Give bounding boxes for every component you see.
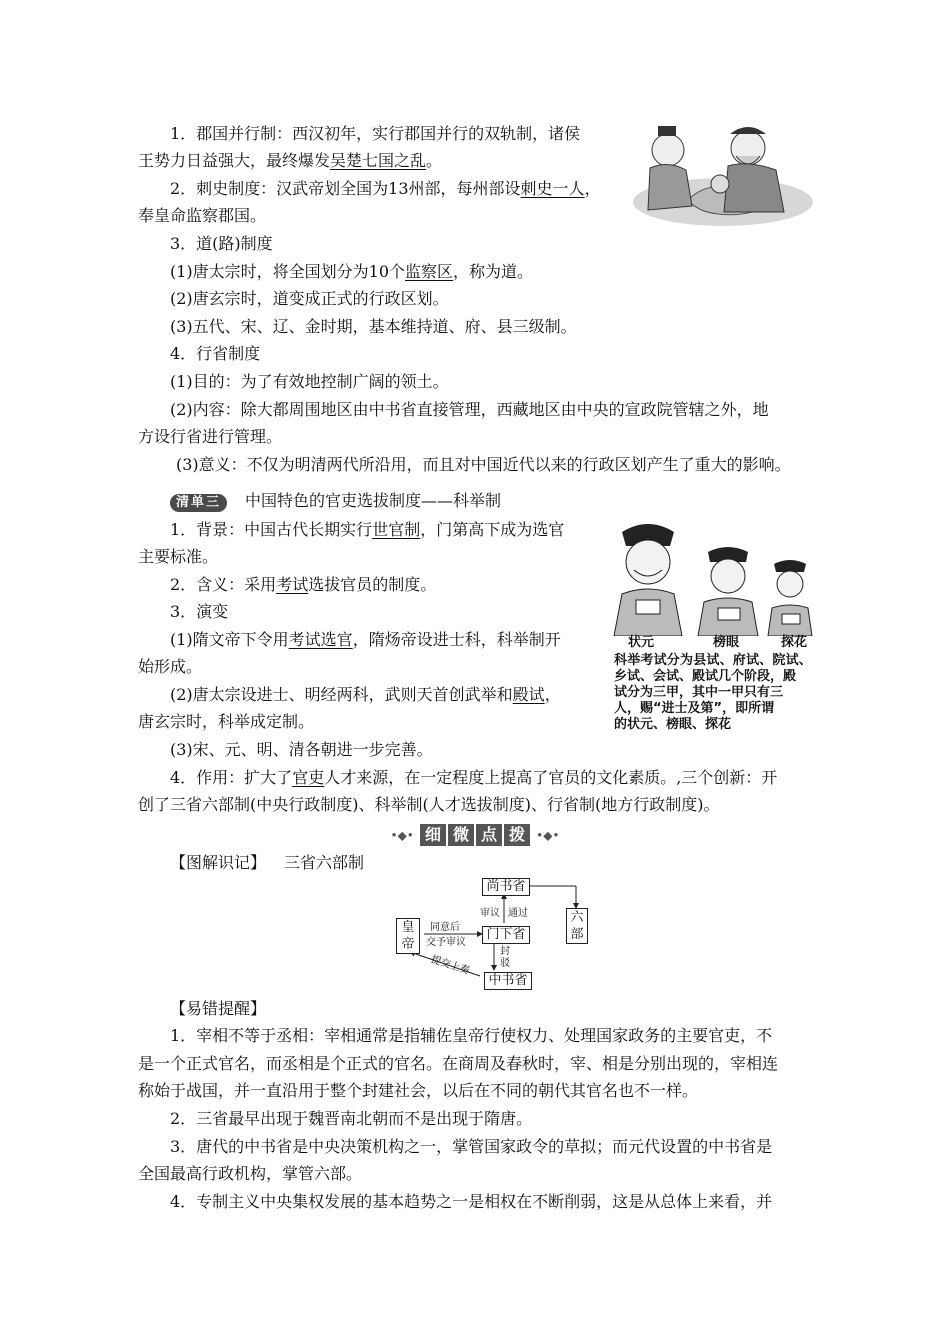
section-heading: 清单三 中国特色的官吏选拔制度——科举制: [170, 490, 501, 512]
paragraph: (3)五代、宋、辽、金时期，基本维持道、府、县三级制。: [170, 317, 577, 336]
illustration-label: 榜眼: [713, 635, 740, 650]
paragraph: 始形成。: [138, 657, 203, 676]
paragraph: 2．三省最早出现于魏晋南北朝而不是出现于隋唐。: [170, 1109, 533, 1128]
illustration-caption: 人，赐“进士及第”，即所谓: [614, 701, 775, 716]
illustration-label: 探花: [781, 635, 808, 650]
paragraph: 4．专制主义中央集权发展的基本趋势之一是相权在不断削弱，这是从总体上来看，并: [170, 1192, 773, 1211]
paragraph: 称始于战国，并一直沿用于整个封建社会，以后在不同的朝代其官名也不一样。: [138, 1081, 699, 1100]
paragraph: 王势力日益强大，最终爆发吴楚七国之乱。: [138, 151, 443, 170]
diagram-heading: 【图解识记】 三省六部制: [170, 853, 365, 872]
keju-illustration: [608, 518, 816, 636]
paragraph: (1)唐太宗时，将全国划分为10个监察区，称为道。: [170, 262, 534, 281]
paragraph: 是一个正式官名，而丞相是个正式的官名。在商周及春秋时，宰、相是分别出现的，宰相连: [138, 1054, 779, 1073]
illustration-caption: 科举考试分为县试、府试、院试、: [614, 653, 813, 668]
diagram-node: 尚书省: [482, 878, 530, 896]
paragraph: 1．背景：中国古代长期实行世官制，门第高下成为选官: [170, 520, 565, 539]
heading: 3．演变: [170, 602, 229, 621]
illustration-label: 状元: [628, 635, 655, 650]
paragraph: 方设行省进行管理。: [138, 427, 283, 446]
paragraph: 奉皇命监察郡国。: [138, 206, 267, 225]
diagram-label: 交予审议: [426, 937, 466, 948]
paragraph: 2．含义：采用考试选拔官员的制度。: [170, 575, 437, 594]
diagram-label: 封驳: [500, 946, 510, 969]
section-badge: 清单三: [170, 494, 227, 512]
paragraph: (2)内容：除大都周围地区由中书省直接管理，西藏地区由中央的宣政院管辖之外，地: [170, 400, 769, 419]
diagram-node: 中书省: [484, 972, 532, 990]
illustration-caption: 乡试、会试、殿试几个阶段，殿: [614, 669, 797, 684]
paragraph: (3)宋、元、明、清各朝进一步完善。: [170, 740, 433, 759]
diagram-node: 六部: [566, 908, 588, 944]
paragraph: 1．宰相不等于丞相：宰相通常是指辅佐皇帝行使权力、处理国家政务的主要官吏，不: [170, 1026, 773, 1045]
warning-heading: 【易错提醒】: [170, 999, 267, 1018]
diagram-label: 提交上奏: [429, 954, 471, 977]
paragraph: 唐玄宗时，科举成定制。: [138, 712, 315, 731]
paragraph: 创了三省六部制(中央行政制度)、科举制(人才选拔制度)、行省制(地方行政制度)。: [138, 795, 720, 814]
paragraph: 1．郡国并行制：西汉初年，实行郡国并行的双轨制，诸侯: [170, 124, 581, 143]
diagram-label: 通过: [508, 908, 528, 919]
diagram-node: 皇帝: [396, 918, 420, 954]
paragraph: (1)隋文帝下令用考试选官，隋炀帝设进士科，科举制开: [170, 630, 561, 649]
paragraph: 全国最高行政机构，掌管六部。: [138, 1164, 363, 1183]
illustration-caption: 的状元、榜眼、探花: [614, 717, 732, 732]
paragraph: 3．唐代的中书省是中央决策机构之一，掌管国家政令的草拟；而元代设置的中书省是: [170, 1137, 773, 1156]
paragraph: (2)唐玄宗时，道变成正式的行政区划。: [170, 289, 449, 308]
diagram-node: 门下省: [482, 926, 530, 944]
heading: 4．行省制度: [170, 344, 261, 363]
paragraph: 主要标准。: [138, 547, 219, 566]
heading: 3．道(路)制度: [170, 234, 273, 253]
diagram-label: 同意后: [430, 922, 460, 933]
paragraph: (3)意义：不仅为明清两代所沿用，而且对中国近代以来的行政区划产生了重大的影响。: [176, 455, 791, 474]
paragraph: (1)目的：为了有效地控制广阔的领土。: [170, 372, 449, 391]
diagram-label: 审议: [480, 908, 500, 919]
paragraph: 2．刺史制度：汉武帝划全国为13州部，每州部设刺史一人，: [170, 179, 601, 198]
paragraph: 4．作用：扩大了官吏人才来源，在一定程度上提高了官员的文化素质。,三个创新：开: [170, 768, 778, 787]
section-banner: •◆• 细 微 点 拨 •◆•: [390, 825, 560, 844]
historical-illustration: [628, 120, 818, 230]
illustration-caption: 试分为三甲，其中一甲只有三: [614, 685, 784, 700]
paragraph: (2)唐太宗设进士、明经两科，武则天首创武举和殿试，: [170, 685, 561, 704]
three-departments-diagram: [380, 878, 600, 990]
